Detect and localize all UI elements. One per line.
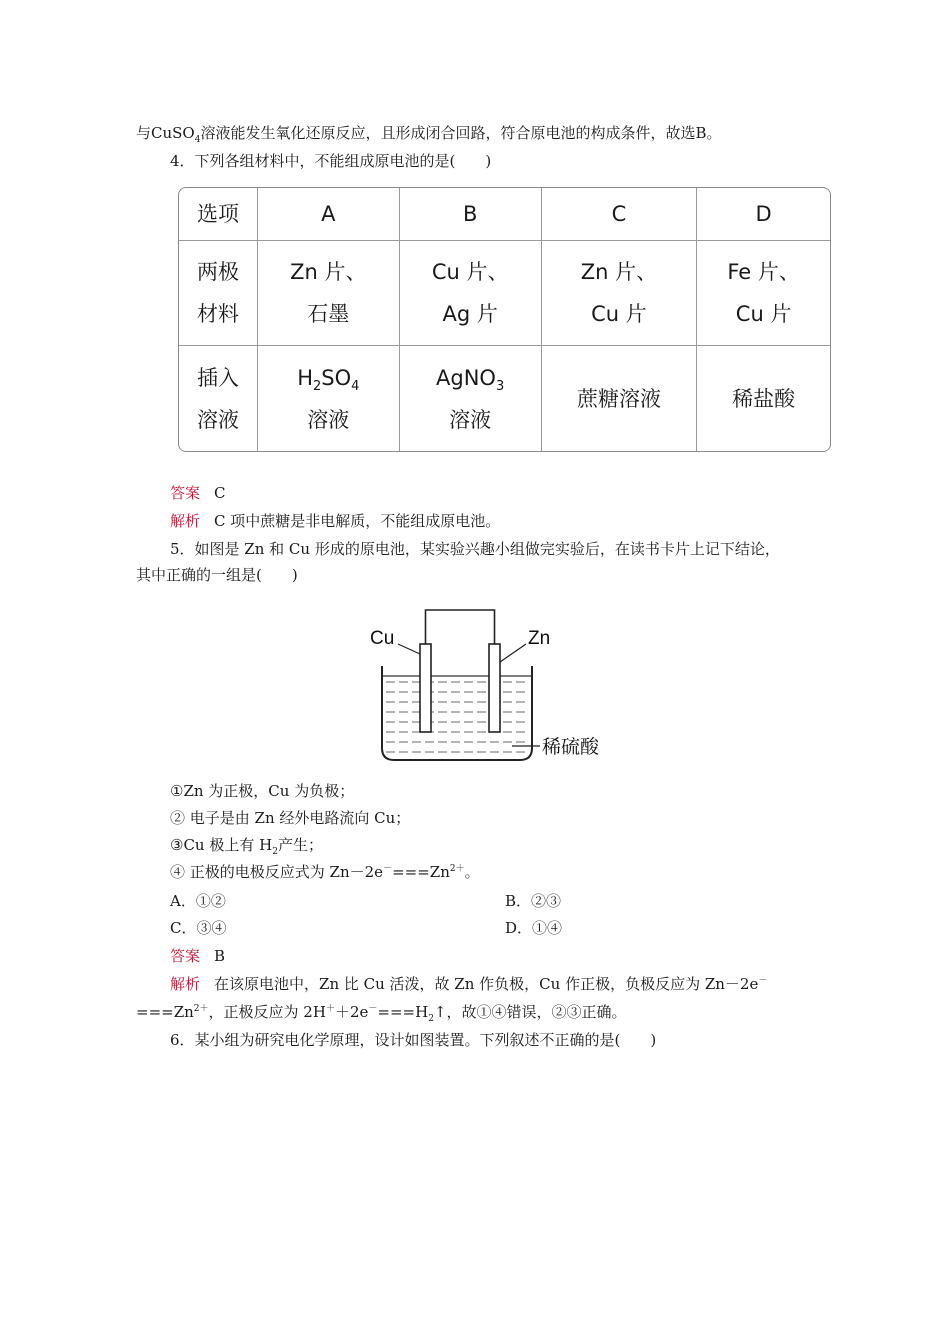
cell-d-materials: Fe 片、 Cu 片 — [697, 241, 830, 346]
q5-statement-3: ③Cu 极上有 $H_2$产生； — [170, 836, 323, 857]
cell-c-materials: Zn 片、 Cu 片 — [542, 241, 698, 346]
cell-a-materials: Zn 片、 石墨 — [258, 241, 400, 346]
option-a: A．①② — [170, 892, 226, 910]
option-b: B．②③ — [505, 892, 562, 910]
answer-label: 答案 — [170, 484, 201, 502]
q5-analysis-line-1: 解析 在该原电池中，Zn 比 Cu 活泼，故 Zn 作负极，Cu 作正极，负极反应为 Zn－2e－ — [170, 975, 768, 993]
header-cell-label: 选项 — [179, 188, 258, 241]
answer-label: 答案 — [170, 947, 201, 965]
row-label-materials: 两极 材料 — [179, 241, 258, 346]
cell-c-solution: 蔗糖溶液 — [542, 346, 698, 451]
acid-label: 稀硫酸 — [542, 736, 600, 758]
intro-text-2: 溶液能发生氧化还原反应，且形成闭合回路，符合原电池的构成条件，故选B。 — [200, 124, 722, 142]
q5-statement-1: ①Zn 为正极，Cu 为负极； — [170, 782, 355, 800]
header-cell-c: C — [542, 188, 698, 241]
header-cell-d: D — [697, 188, 830, 241]
cell-b-solution: AgNO$_3$ 溶液 — [400, 346, 542, 451]
cu-label: Cu — [370, 628, 395, 649]
table-row-solution — [179, 346, 830, 451]
option-d: D．①④ — [505, 919, 563, 937]
analysis-text: C 项中蔗糖是非电解质，不能组成原电池。 — [214, 512, 501, 530]
external-wire — [426, 610, 495, 644]
option-c: C．③④ — [170, 919, 227, 937]
electrolyte-dashes — [386, 682, 528, 752]
q5-analysis-line-2: $===Zn^{2+}$，正极反应为 $2H^++2e^-===H_2↑$，故①④错误，②③正确。 — [136, 1003, 627, 1024]
cell-b-materials: Cu 片、 Ag 片 — [400, 241, 542, 346]
zn-leader-line — [500, 644, 526, 662]
header-cell-a: A — [258, 188, 400, 241]
header-cell-b: B — [400, 188, 542, 241]
answer-value: C — [214, 484, 226, 502]
row-label-solution: 插入 溶液 — [179, 346, 258, 451]
intro-text-1: 与CuSO — [136, 124, 195, 142]
beaker — [382, 666, 532, 760]
cell-d-solution: 稀盐酸 — [732, 386, 796, 411]
q4-answer — [170, 482, 226, 504]
zn-electrode — [489, 644, 500, 732]
analysis-label: 解析 — [170, 975, 201, 993]
intro-subscript: 4 — [194, 135, 201, 145]
q5-statement-4: ④ 正极的电极反应式为 $Zn-2e^-===Zn^{2+}$。 — [170, 863, 480, 881]
zn-label: Zn — [528, 628, 551, 649]
answer-value: B — [214, 947, 226, 965]
q5-stem-line-1: 5．如图是 Zn 和 Cu 形成的原电池，某实验兴趣小组做完实验后，在读书卡片上记下结论， — [170, 540, 780, 558]
q4-stem: 4．下列各组材料中，不能组成原电池的是( ) — [170, 152, 492, 170]
q4-options-table — [178, 187, 831, 452]
q5-stem-line-2: 其中正确的一组是( ) — [136, 566, 298, 584]
intro-line — [136, 122, 721, 144]
q6-stem: 6．某小组为研究电化学原理，设计如图装置。下列叙述不正确的是( ) — [170, 1031, 657, 1049]
table-row-materials — [179, 241, 830, 346]
table-header-row — [179, 188, 830, 241]
cu-electrode — [420, 644, 431, 732]
q4-analysis — [170, 510, 500, 532]
q5-statement-2: ② 电子是由 Zn 经外电路流向 Cu； — [170, 809, 411, 827]
cell-a-solution: $H_2SO_4$ 溶液 — [258, 346, 400, 451]
analysis-label: 解析 — [170, 512, 201, 530]
q5-answer — [170, 945, 225, 967]
cu-leader-line — [398, 644, 420, 654]
galvanic-cell-diagram — [362, 598, 632, 778]
